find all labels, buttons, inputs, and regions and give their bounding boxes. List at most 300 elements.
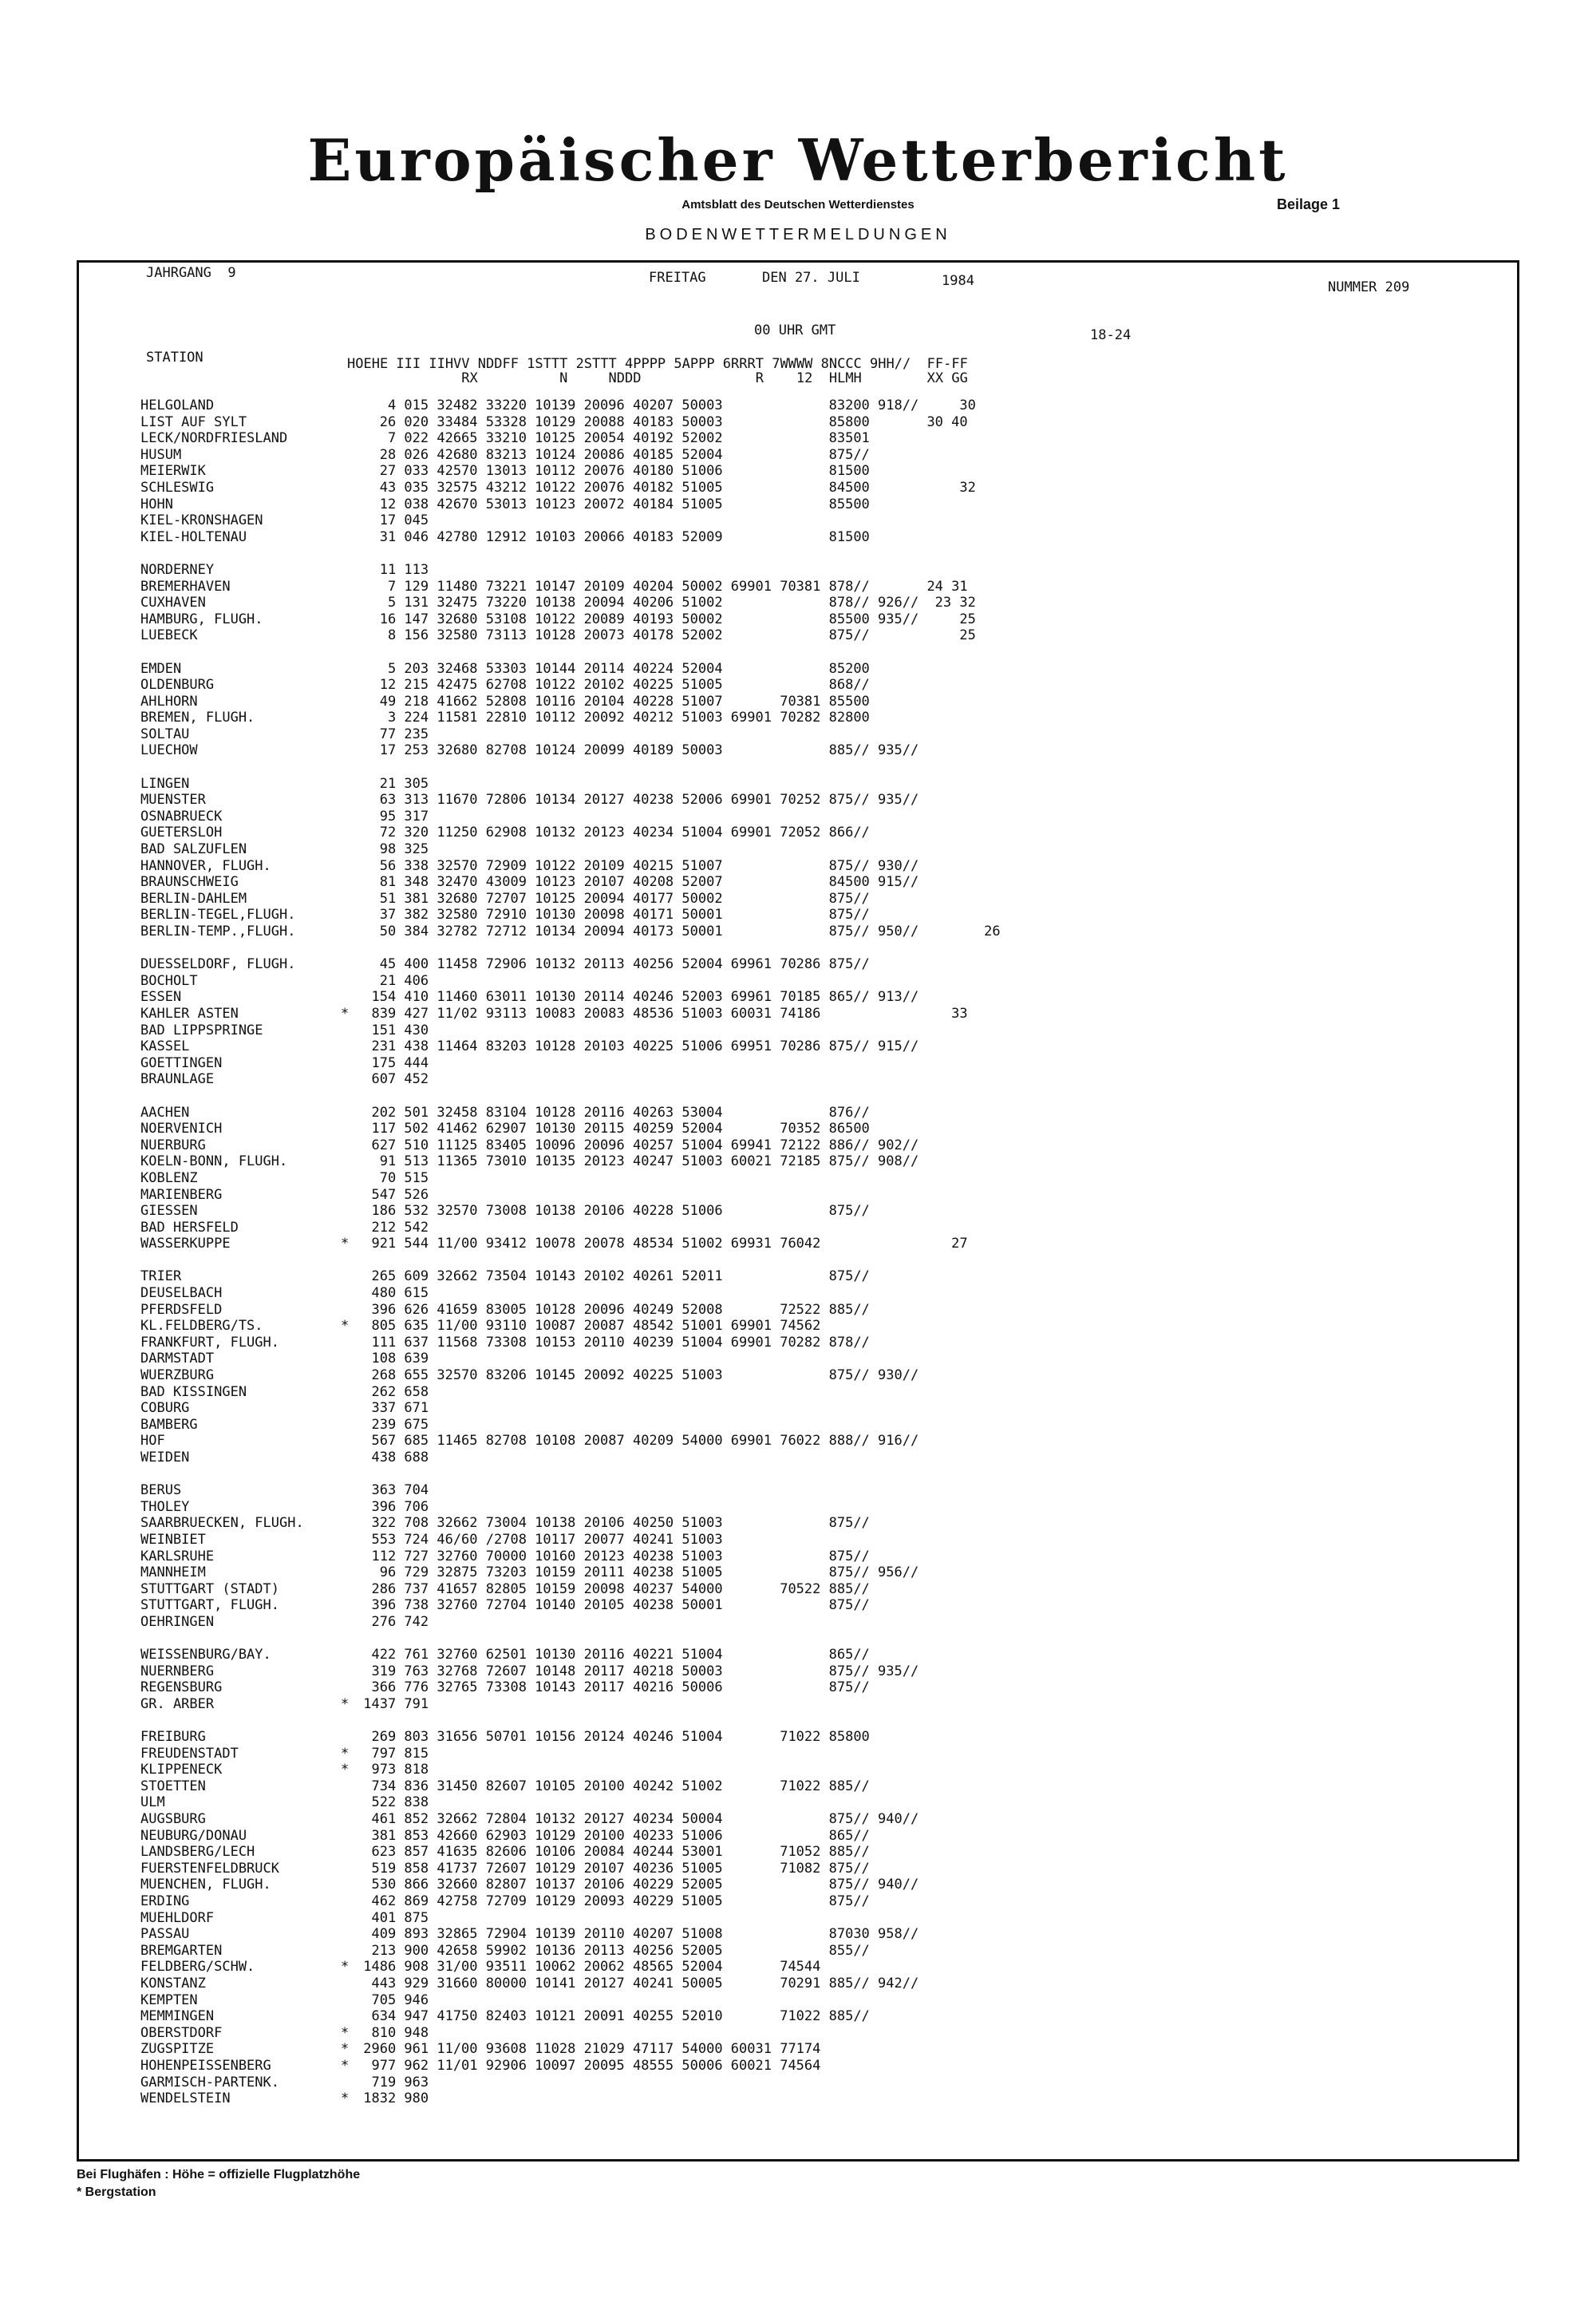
station-name: MUEHLDORF <box>140 1909 215 1926</box>
station-data: 567 685 11465 82708 10108 20087 40209 54000 69901 76022 888// 916// <box>355 1433 919 1450</box>
table-row <box>140 414 1001 431</box>
mountain-station-marker <box>341 825 355 841</box>
table-row <box>140 1926 1001 1943</box>
mountain-station-marker <box>341 1482 355 1499</box>
station-name: GR. ARBER <box>140 1695 215 1712</box>
table-row <box>140 1433 1001 1450</box>
station-data: 262 658 <box>355 1383 429 1400</box>
station-data: 77 235 <box>355 726 429 742</box>
station-name: FREIBURG <box>140 1729 206 1746</box>
station-data: 95 317 <box>355 808 429 825</box>
station-data: 231 438 11464 83203 10128 20103 40225 51006 69951 70286 875// 915// <box>355 1038 919 1055</box>
station-data: 607 452 <box>355 1071 429 1088</box>
table-row <box>140 1055 1001 1072</box>
table-row <box>140 1121 1001 1137</box>
station-data: 213 900 42658 59902 10136 20113 40256 52005 855// <box>355 1942 870 1959</box>
station-data: 17 045 <box>355 512 429 529</box>
station-name: LINGEN <box>140 775 190 792</box>
mountain-station-marker <box>341 579 355 595</box>
time-label: 00 UHR GMT <box>754 322 836 338</box>
station-data: 797 815 <box>355 1745 429 1762</box>
station-name: HOHENPEISSENBERG <box>140 2057 271 2074</box>
mountain-station-marker <box>341 726 355 743</box>
mountain-station-marker <box>341 562 355 579</box>
table-row <box>140 1220 1001 1236</box>
station-name: LUEBECK <box>140 627 198 644</box>
station-data: 12 038 42670 53013 10123 20072 40184 51005 85500 <box>355 496 870 512</box>
period-label: 18-24 <box>1090 327 1132 343</box>
table-row <box>140 1268 1001 1285</box>
station-name: FUERSTENFELDBRUCK <box>140 1860 279 1877</box>
table-row <box>140 1976 1001 1992</box>
station-name: STOETTEN <box>140 1778 206 1794</box>
station-data: 50 384 32782 72712 10134 20094 40173 50001 875// 950// 26 <box>355 924 1001 939</box>
station-name: WEISSENBURG/BAY. <box>140 1647 271 1663</box>
table-row <box>140 742 1001 759</box>
table-row <box>140 891 1001 908</box>
table-row <box>140 1893 1001 1910</box>
mountain-station-marker <box>341 627 355 644</box>
station-name: REGENSBURG <box>140 1679 223 1696</box>
table-row <box>140 463 1001 480</box>
mountain-station-marker <box>341 677 355 694</box>
station-data: 265 609 32662 73504 10143 20102 40261 52011 875// <box>355 1268 870 1285</box>
station-name: KOBLENZ <box>140 1169 198 1186</box>
group-separator <box>140 1631 1001 1647</box>
station-data: 973 818 <box>355 1762 429 1778</box>
mountain-station-marker <box>341 1071 355 1088</box>
group-separator <box>140 1088 1001 1105</box>
mountain-station-marker: * <box>341 1745 350 1762</box>
station-data: 111 637 11568 73308 10153 20110 40239 51004 69901 70282 878// <box>355 1334 870 1351</box>
station-data: 1486 908 31/00 93511 10062 20062 48565 52004 74544 <box>355 1959 821 1976</box>
station-data: 268 655 32570 83206 10145 20092 40225 51003 875// 930// <box>355 1367 919 1384</box>
mountain-station-marker <box>341 398 355 414</box>
station-name: NORDERNEY <box>140 561 215 578</box>
station-data: 7 022 42665 33210 10125 20054 40192 52002 83501 <box>355 430 870 447</box>
station-name: BREMGARTEN <box>140 1942 223 1959</box>
jahrgang-label: JAHRGANG 9 <box>146 265 236 281</box>
table-row <box>140 858 1001 875</box>
station-name: NEUBURG/DONAU <box>140 1827 247 1844</box>
station-data: 45 400 11458 72906 10132 20113 40256 52004 69961 70286 875// <box>355 956 870 973</box>
station-data: 627 510 11125 83405 10096 20096 40257 51004 69941 72122 886// 902// <box>355 1137 919 1153</box>
station-data: 239 675 <box>355 1416 429 1433</box>
mountain-station-marker: * <box>341 1005 350 1022</box>
table-row <box>140 1384 1001 1401</box>
table-row <box>140 447 1001 464</box>
mountain-station-marker <box>341 480 355 496</box>
table-row <box>140 956 1001 973</box>
station-data: 5 203 32468 53303 10144 20114 40224 52004 85200 <box>355 660 870 677</box>
mountain-station-marker <box>341 1220 355 1236</box>
station-data: 11 113 <box>355 561 429 578</box>
mountain-station-marker <box>341 1351 355 1367</box>
table-row <box>140 1400 1001 1417</box>
table-row <box>140 2041 1001 2058</box>
mountain-station-marker <box>341 1515 355 1532</box>
table-row <box>140 1794 1001 1811</box>
table-row <box>140 1943 1001 1960</box>
mountain-station-marker <box>341 1400 355 1417</box>
mountain-station-marker <box>341 496 355 513</box>
station-name: HOF <box>140 1433 165 1450</box>
table-row <box>140 792 1001 809</box>
table-row <box>140 1006 1001 1022</box>
mountain-station-marker <box>341 1549 355 1565</box>
mountain-station-marker <box>341 1302 355 1319</box>
table-row <box>140 1351 1001 1367</box>
table-row <box>140 694 1001 710</box>
table-row <box>140 627 1001 644</box>
station-data: 12 215 42475 62708 10122 20102 40225 51005 868// <box>355 677 870 694</box>
mountain-station-marker <box>341 792 355 809</box>
station-data: 1437 791 <box>355 1695 429 1712</box>
station-data: 276 742 <box>355 1613 429 1630</box>
nummer-label: NUMMER 209 <box>1328 279 1410 295</box>
station-name: SAARBRUECKEN, FLUGH. <box>140 1515 304 1532</box>
table-row <box>140 1581 1001 1598</box>
group-separator <box>140 759 1001 776</box>
mountain-station-marker <box>341 1335 355 1351</box>
table-row <box>140 1022 1001 1039</box>
mountain-station-marker <box>341 1844 355 1861</box>
table-row <box>140 1762 1001 1778</box>
mountain-station-marker <box>341 1663 355 1680</box>
mountain-station-marker <box>341 1811 355 1828</box>
table-row <box>140 1417 1001 1434</box>
mountain-station-marker <box>341 1893 355 1910</box>
mountain-station-marker <box>341 1055 355 1072</box>
station-name: KONSTANZ <box>140 1976 206 1992</box>
table-row <box>140 1910 1001 1927</box>
mountain-station-marker <box>341 809 355 825</box>
station-data: 4 015 32482 33220 10139 20096 40207 50003 83200 918// 30 <box>355 398 976 413</box>
table-row <box>140 1746 1001 1762</box>
station-name: AUGSBURG <box>140 1811 206 1828</box>
station-name: WEIDEN <box>140 1450 190 1465</box>
mountain-station-marker <box>341 1268 355 1285</box>
table-row <box>140 529 1001 546</box>
table-row <box>140 1877 1001 1893</box>
mountain-station-marker: * <box>341 1762 350 1778</box>
mountain-station-marker <box>341 1367 355 1384</box>
table-row <box>140 1729 1001 1746</box>
table-row <box>140 661 1001 678</box>
station-name: STUTTGART, FLUGH. <box>140 1597 279 1614</box>
station-name: MARIENBERG <box>140 1186 223 1203</box>
station-name: THOLEY <box>140 1498 190 1515</box>
table-row <box>140 1482 1001 1499</box>
station-data: 3 224 11581 22810 10112 20092 40212 51003 69901 70282 82800 <box>355 710 870 726</box>
group-separator <box>140 940 1001 957</box>
mountain-station-marker <box>341 1203 355 1220</box>
table-row <box>140 430 1001 447</box>
station-data: 719 963 <box>355 2074 429 2090</box>
station-name: LIST AUF SYLT <box>140 413 247 430</box>
station-name: WASSERKUPPE <box>140 1236 231 1252</box>
station-data: 49 218 41662 52808 10116 20104 40228 51007 70381 85500 <box>355 693 870 710</box>
station-data: 63 313 11670 72806 10134 20127 40238 52006 69901 70252 875// 935// <box>355 792 919 809</box>
table-row <box>140 1564 1001 1581</box>
mountain-station-marker <box>341 891 355 908</box>
mountain-station-marker <box>341 1778 355 1795</box>
station-data: 461 852 32662 72804 10132 20127 40234 50004 875// 940// <box>355 1811 919 1828</box>
table-row <box>140 776 1001 793</box>
table-row <box>140 480 1001 496</box>
table-row <box>140 1532 1001 1549</box>
station-name: AHLHORN <box>140 693 198 710</box>
mountain-station-marker: * <box>341 1695 350 1712</box>
mountain-station-marker <box>341 1137 355 1154</box>
mountain-station-marker <box>341 841 355 858</box>
mountain-station-marker <box>341 989 355 1006</box>
station-name: HUSUM <box>140 446 182 463</box>
mountain-station-marker: * <box>341 1236 350 1252</box>
station-data: 98 325 <box>355 841 429 858</box>
station-name: PFERDSFELD <box>140 1301 223 1318</box>
station-data: 7 129 11480 73221 10147 20109 40204 50002 69901 70381 878// 24 31 <box>355 578 968 595</box>
station-name: BOCHOLT <box>140 972 198 989</box>
station-data: 1832 980 <box>355 2090 429 2107</box>
station-name: WUERZBURG <box>140 1367 215 1384</box>
station-data: 438 688 <box>355 1450 429 1465</box>
station-data: 553 724 46/60 /2708 10117 20077 40241 51003 <box>355 1531 723 1548</box>
table-row <box>140 1187 1001 1204</box>
mountain-station-marker <box>341 447 355 464</box>
mountain-station-marker <box>341 1943 355 1960</box>
table-row <box>140 1170 1001 1187</box>
table-row <box>140 1515 1001 1532</box>
mountain-station-marker <box>341 742 355 759</box>
station-name: NOERVENICH <box>140 1121 223 1137</box>
station-data: 72 320 11250 62908 10132 20123 40234 51004 69901 72052 866// <box>355 825 870 841</box>
mountain-station-marker <box>341 1499 355 1516</box>
mountain-station-marker <box>341 1614 355 1631</box>
station-data: 623 857 41635 82606 10106 20084 40244 53001 71052 885// <box>355 1844 870 1861</box>
mountain-station-marker <box>341 858 355 875</box>
mountain-station-marker <box>341 956 355 973</box>
station-data: 117 502 41462 62907 10130 20115 40259 52004 70352 86500 <box>355 1121 870 1137</box>
station-data: 337 671 <box>355 1400 429 1417</box>
station-data: 212 542 <box>355 1219 429 1236</box>
page-title: Europäischer Wetterbericht <box>307 126 1289 194</box>
table-row <box>140 973 1001 990</box>
station-name: OLDENBURG <box>140 677 215 694</box>
table-row <box>140 1696 1001 1713</box>
station-name: MUENCHEN, FLUGH. <box>140 1877 271 1893</box>
mountain-station-marker <box>341 512 355 529</box>
mountain-station-marker <box>341 1926 355 1943</box>
station-data: 462 869 42758 72709 10129 20093 40229 51005 875// <box>355 1893 870 1910</box>
table-row <box>140 398 1001 414</box>
mountain-station-marker <box>341 1729 355 1746</box>
station-name: KL.FELDBERG/TS. <box>140 1318 263 1335</box>
mountain-station-marker <box>341 1597 355 1614</box>
group-separator <box>140 1713 1001 1730</box>
station-data: 381 853 42660 62903 10129 20100 40233 51006 865// <box>355 1827 870 1844</box>
table-row <box>140 1137 1001 1154</box>
station-data: 112 727 32760 70000 10160 20123 40238 51003 875// <box>355 1548 870 1564</box>
table-row <box>140 2058 1001 2075</box>
station-column-header: STATION <box>146 350 203 366</box>
table-row <box>140 1153 1001 1170</box>
mountain-station-marker <box>341 1105 355 1121</box>
mountain-station-marker <box>341 1828 355 1845</box>
mountain-station-marker <box>341 1022 355 1039</box>
date-label: DEN 27. JULI <box>762 270 860 286</box>
station-data: 70 515 <box>355 1169 429 1186</box>
footer-note-mountain: * Bergstation <box>77 2185 156 2199</box>
table-row <box>140 1647 1001 1663</box>
station-name: MEIERWIK <box>140 463 206 480</box>
table-row <box>140 595 1001 611</box>
station-data: 705 946 <box>355 1992 429 2008</box>
station-data: 202 501 32458 83104 10128 20116 40263 53004 876// <box>355 1104 870 1121</box>
table-row <box>140 1992 1001 2009</box>
table-row <box>140 611 1001 628</box>
table-row <box>140 1811 1001 1828</box>
table-row <box>140 907 1001 924</box>
mountain-station-marker <box>341 2075 355 2091</box>
mountain-station-marker <box>341 973 355 990</box>
station-name: OEHRINGEN <box>140 1613 215 1630</box>
station-name: KIEL-KRONSHAGEN <box>140 512 263 529</box>
station-data: 91 513 11365 73010 10135 20123 40247 51003 60021 72185 875// 908// <box>355 1153 919 1170</box>
station-name: LANDSBERG/LECH <box>140 1844 255 1861</box>
station-data: 409 893 32865 72904 10139 20110 40207 51008 87030 958// <box>355 1926 919 1943</box>
station-name: BAD SALZUFLEN <box>140 841 247 858</box>
table-row <box>140 512 1001 529</box>
mountain-station-marker <box>341 1679 355 1696</box>
station-data: 21 406 <box>355 972 429 989</box>
station-data: 530 866 32660 82807 10137 20106 40229 52005 875// 940// <box>355 1877 919 1893</box>
station-name: BERLIN-DAHLEM <box>140 890 247 907</box>
station-name: GARMISCH-PARTENK. <box>140 2074 279 2090</box>
table-row <box>140 2090 1001 2107</box>
table-row <box>140 1828 1001 1845</box>
table-row <box>140 1614 1001 1631</box>
station-data: 2960 961 11/00 93608 11028 21029 47117 54000 60031 77174 <box>355 2041 821 2058</box>
table-row <box>140 2008 1001 2025</box>
station-name: HAMBURG, FLUGH. <box>140 611 263 627</box>
table-row <box>140 726 1001 743</box>
mountain-station-marker <box>341 874 355 891</box>
station-data: 319 763 32768 72607 10148 20117 40218 50003 875// 935// <box>355 1663 919 1679</box>
column-header-row2: RX N NDDD R 12 HLMH XX GG <box>347 370 968 386</box>
station-name: ZUGSPITZE <box>140 2041 215 2058</box>
station-name: COBURG <box>140 1400 190 1417</box>
station-name: KOELN-BONN, FLUGH. <box>140 1153 288 1170</box>
station-name: GIESSEN <box>140 1203 198 1220</box>
station-name: GUETERSLOH <box>140 825 223 841</box>
mountain-station-marker <box>341 414 355 431</box>
table-row <box>140 841 1001 858</box>
station-data: 921 544 11/00 93412 10078 20078 48534 51002 69931 76042 27 <box>355 1236 968 1252</box>
table-row <box>140 1861 1001 1877</box>
mountain-station-marker <box>341 710 355 726</box>
station-data: 734 836 31450 82607 10105 20100 40242 51002 71022 885// <box>355 1778 870 1794</box>
station-data: 108 639 <box>355 1351 429 1367</box>
station-data: 151 430 <box>355 1022 429 1038</box>
station-name: KARLSRUHE <box>140 1548 215 1564</box>
table-row <box>140 1335 1001 1351</box>
station-name: KASSEL <box>140 1038 190 1055</box>
station-name: CUXHAVEN <box>140 595 206 611</box>
station-name: FREUDENSTADT <box>140 1745 239 1762</box>
table-row <box>140 1597 1001 1614</box>
mountain-station-marker <box>341 1861 355 1877</box>
station-name: TRIER <box>140 1268 182 1285</box>
station-name: WENDELSTEIN <box>140 2090 231 2107</box>
section-title: BODENWETTERMELDUNGEN <box>645 226 951 243</box>
station-name: KEMPTEN <box>140 1992 198 2008</box>
mountain-station-marker: * <box>341 2041 350 2058</box>
table-row <box>140 1318 1001 1335</box>
station-name: BERLIN-TEMP.,FLUGH. <box>140 924 296 939</box>
station-data: 5 131 32475 73220 10138 20094 40206 51002 878// 926// 23 32 <box>355 595 976 611</box>
station-data: 175 444 <box>355 1054 429 1071</box>
mountain-station-marker <box>341 1532 355 1549</box>
station-name: MANNHEIM <box>140 1564 206 1581</box>
day-label: FREITAG <box>649 270 706 286</box>
station-name: BAMBERG <box>140 1416 198 1433</box>
station-data: 839 427 11/02 93113 10083 20083 48536 51003 60031 74186 33 <box>355 1005 968 1022</box>
station-data: 519 858 41737 72607 10129 20107 40236 51005 71082 875// <box>355 1860 870 1877</box>
station-data: 154 410 11460 63011 10130 20114 40246 52003 69961 70185 865// 913// <box>355 989 919 1006</box>
table-row <box>140 1844 1001 1861</box>
mountain-station-marker <box>341 1992 355 2009</box>
mountain-station-marker: * <box>341 2024 350 2041</box>
station-name: HOHN <box>140 496 173 512</box>
mountain-station-marker <box>341 1794 355 1811</box>
station-data: 422 761 32760 62501 10130 20116 40221 51004 865// <box>355 1647 870 1663</box>
table-row <box>140 825 1001 841</box>
group-separator <box>140 545 1001 562</box>
station-name: DARMSTADT <box>140 1351 215 1367</box>
station-data: 363 704 <box>355 1482 429 1499</box>
station-data: 634 947 41750 82403 10121 20091 40255 52010 71022 885// <box>355 2008 870 2025</box>
mountain-station-marker <box>341 2008 355 2025</box>
station-data: 96 729 32875 73203 10159 20111 40238 51005 875// 956// <box>355 1564 919 1581</box>
station-name: WEINBIET <box>140 1531 206 1548</box>
group-separator <box>140 1466 1001 1483</box>
table-row <box>140 1071 1001 1088</box>
station-name: BERUS <box>140 1482 182 1499</box>
station-name: HANNOVER, FLUGH. <box>140 857 271 874</box>
station-data: 27 033 42570 13013 10112 20076 40180 51006 81500 <box>355 463 870 480</box>
table-row <box>140 1285 1001 1302</box>
station-data: 16 147 32680 53108 10122 20089 40193 50002 85500 935// 25 <box>355 611 976 627</box>
mountain-station-marker <box>341 1647 355 1663</box>
table-row <box>140 710 1001 726</box>
table-row <box>140 1663 1001 1680</box>
station-name: DUESSELDORF, FLUGH. <box>140 956 296 973</box>
station-name: BAD LIPPSPRINGE <box>140 1022 263 1038</box>
table-row <box>140 1038 1001 1055</box>
station-data: 366 776 32765 73308 10143 20117 40216 50006 875// <box>355 1679 870 1696</box>
mountain-station-marker <box>341 1433 355 1450</box>
station-data: 37 382 32580 72910 10130 20098 40171 50001 875// <box>355 907 870 924</box>
station-name: LECK/NORDFRIESLAND <box>140 430 288 447</box>
station-name: KIEL-HOLTENAU <box>140 528 247 545</box>
station-name: ERDING <box>140 1893 190 1910</box>
mountain-station-marker <box>341 529 355 546</box>
station-data: 396 738 32760 72704 10140 20105 40238 50001 875// <box>355 1597 870 1614</box>
table-row <box>140 2025 1001 2042</box>
station-name: MUENSTER <box>140 792 206 809</box>
table-row <box>140 579 1001 595</box>
